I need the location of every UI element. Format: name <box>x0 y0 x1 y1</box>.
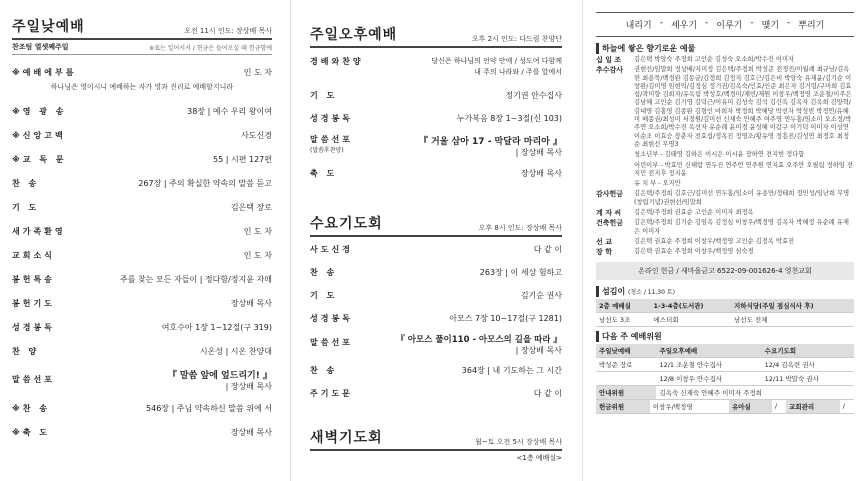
sunday-morning-time: 오전 11시 <box>184 27 216 35</box>
next-week-title: 다음 주 예배위원 <box>596 331 854 342</box>
news-column <box>590 0 860 481</box>
offering-row: 십 일 조 김은택 박앙숙 주정희 고인순 김성숙 오소희/박수진 이미자 <box>596 56 795 64</box>
standing-note: ※표는 일어서서 / 현금은 들어오실 때 헌금함에 <box>149 44 272 52</box>
next-week-table: 주일낮예배 주일오후예배 수요기도회 박성준 장로 12/1 조운철 안수집사 12/4 김옥련 권사 12/8 이창우 안수집사 12/11 박말숙 권사 안내위원 김옥숙 신재숙 안혜주 이미자 주정희 <box>596 344 854 400</box>
order-item: 축 도 장상배 목사 <box>310 169 562 178</box>
offering-row: 선 교 김은택 권효순 주정희 이창우/백정영 고인순 김정옥 박효진 <box>596 237 795 246</box>
sermon-item: 말씀선포 (말씀후찬양) 『 거울 삼아 17 - 막달라 마리아 』 | 장상배 목사 <box>310 135 562 157</box>
seogim-table: 2층 예배실 1-3-4층(도서관) 지하식당(주일 점심식사 후) 남선도 3조 에스더회 남선도 전체 <box>596 299 854 327</box>
order-item: 기 도 김기순 권사 <box>310 291 562 300</box>
afternoon-header <box>310 24 562 48</box>
praise-item: 경배와찬양 당신은 하나님의 언약 안에 / 성도여 다함께 내 주의 나라와 / 주를 앞에서 <box>310 57 562 76</box>
afternoon-title: 주일오후예배 <box>310 27 398 43</box>
offering-row: 추수감사 권현선/임말희 정상배/지미정 김은택/주정희 박성준 전경진/이월례 최규남/김옥련 최용묵/백경완 김동균/김정희 김정자 김호근/김은비 박앙숙 유재윤/김기순 이창완/김미영 임현익/김정심 정기권/김옥숙/인효/인준 최은자 김거령/구미희 김효섭/곽미향 김희자/유옥림 박성호/백경미/재민/재원 이창우/백정영 조운철/이주은 김남혜 고인순 김기영 김덕근/이유미 김성숙 김석 김신옥 김옥자 김옥희 김양혁/김대영 김홍영 김종완 김형인 마희자 박정희 박혜당 박선자 박성빈 박정연/유혜미 배종권/최성미 서정원/김미선 신재숙 안혜주 여주영 연두홍/임소미 오소정/박주연 오소희/박수진 옥선자 유순례 윤미경 윤성혜 이갑구 이기덕 이미자 이성연 이순조 이효승 장춘자 전효섭/정옥진 정영조/황유영 정흥진/김성연 최정호 최정순 최현선 무명3 <box>596 66 852 148</box>
afternoon-meta: 오후 2시 인도: 다드림 찬양단 <box>471 35 562 43</box>
order-item: 기 도 정기권 안수집사 <box>310 91 562 100</box>
offering-row: 청소년부 - 김태영 김하은 이시은 이시윤 장하연 전지헌 정다함 <box>634 151 805 159</box>
sunday-morning-subheader <box>12 40 272 55</box>
order-item: 기 도 김은택 장로 <box>12 203 272 212</box>
order-item: 봉헌특송 주를 찾는 모든 자들이 | 정다함/정지윤 자매 <box>12 275 272 284</box>
offering-row: 건축헌금 김은택/주정희 김기순 김임옥 김정심 이창우/백정영 김옥자 박혜정 유순례 유재은 이미자 <box>596 219 849 235</box>
offering-row: 어린이부 - 박효민 신해람 연두진 연주언 연주원 연지효 오주안 오필립 정하임 전지민 전지후 정지윤 <box>634 161 853 177</box>
order-item: 찬 송 364장 | 내 기도하는 그 시간 <box>310 366 562 375</box>
online-offering-account: 온라인 헌금 / 새마을금고 6522-09-001626-4 영천교회 <box>596 262 854 280</box>
sunday-morning-leader: 인도: 장상배 목사 <box>217 27 272 35</box>
order-item: 찬 송 267장 | 주의 확실한 약속의 말씀 듣고 <box>12 179 272 188</box>
order-item: ※신앙고백 사도신경 <box>12 131 272 140</box>
order-item: ※예배에부름 인 도 자 <box>12 68 272 77</box>
wednesday-meta: 오후 8시 인도: 장상배 목사 <box>478 224 562 232</box>
dawn-meta: 월~토 오전 5시 장상배 목사 <box>475 438 562 446</box>
order-item: 성경봉독 아모스 7장 10~17절(구 1281) <box>310 314 562 323</box>
wednesday-title: 수요기도회 <box>310 216 383 232</box>
seogim-title: 섬김이 (청소 / 11.30 토) <box>596 286 854 297</box>
choir-team: 찬조팀 열셋째주일 <box>12 43 69 51</box>
order-item: ※찬 송 546장 | 주님 약속하신 말씀 위에 서 <box>12 404 272 413</box>
column-divider <box>290 0 291 481</box>
order-item: 찬 양 시온성 | 시온 찬양대 <box>12 347 272 356</box>
order-item: 봉헌기도 장상배 목사 <box>12 299 272 308</box>
order-item: ※축 도 장상배 목사 <box>12 428 272 437</box>
call-to-worship-note: 하나님은 영이시니 예배하는 자가 영과 진리로 예배할지니라 <box>50 83 234 91</box>
sunday-morning-title: 주일낮예배 <box>12 19 85 35</box>
order-item: 찬 송 263장 | 이 세상 험하고 <box>310 268 562 277</box>
sermon-item: 말씀선포 『 말씀 앞에 엎드리기! 』 | 장상배 목사 <box>12 371 272 391</box>
motto-header: 내리기 - 세우기 - 이루기 - 맺기 - 뿌리기 <box>596 12 854 37</box>
order-item: 교회소식 인 도 자 <box>12 251 272 260</box>
sermon-item: 말씀선포 『 아모스 풀이110 - 아모스의 길을 따라 』 | 장상배 목사 <box>310 335 562 355</box>
order-item: 성경봉독 누가복음 8장 1~3절(신 103) <box>310 114 562 123</box>
duty-table: 헌금위원 이창우/백정영 유아실 / 교회관리 / <box>596 400 854 414</box>
order-item: ※영 광 송 38장 | 예수 우리 왕이여 <box>12 107 272 116</box>
wednesday-header <box>310 213 562 237</box>
dawn-location: <1층 예배실> <box>516 454 562 462</box>
afternoon-column <box>300 0 572 481</box>
offering-row: 장 학 김은택 권효순 주정희 이창우/백정영 심숙경 <box>596 248 754 257</box>
sunday-morning-header <box>12 16 272 40</box>
order-item: 성경봉독 여호수아 1장 1~12절(구 319) <box>12 323 272 332</box>
offering-row: 유 치 부 - 오지안 <box>634 180 681 188</box>
order-item: ※교 독 문 55 | 시편 127편 <box>12 155 272 164</box>
dawn-title: 새벽기도회 <box>310 430 383 446</box>
offering-title: 하늘에 쌓은 향기로운 예물 <box>596 43 854 54</box>
order-item: 새가족환영 인 도 자 <box>12 227 272 236</box>
order-item: 주기도문 다 같 이 <box>310 389 562 398</box>
order-item: 사도신경 다 같 이 <box>310 245 562 254</box>
sunday-morning-column <box>0 0 284 481</box>
column-divider <box>582 0 583 481</box>
offering-row: 감사헌금 김은택/주정희 김호근/김미선 연두홍/임소미 유용만/정태희 정민성/임난희 무명 (창립기념)권현선/임말희 <box>596 190 850 206</box>
offering-row: 계 자 씨 김은택/주정희 권효순 고인순 이미자 최정옥 <box>596 209 754 218</box>
dawn-header <box>310 427 562 451</box>
